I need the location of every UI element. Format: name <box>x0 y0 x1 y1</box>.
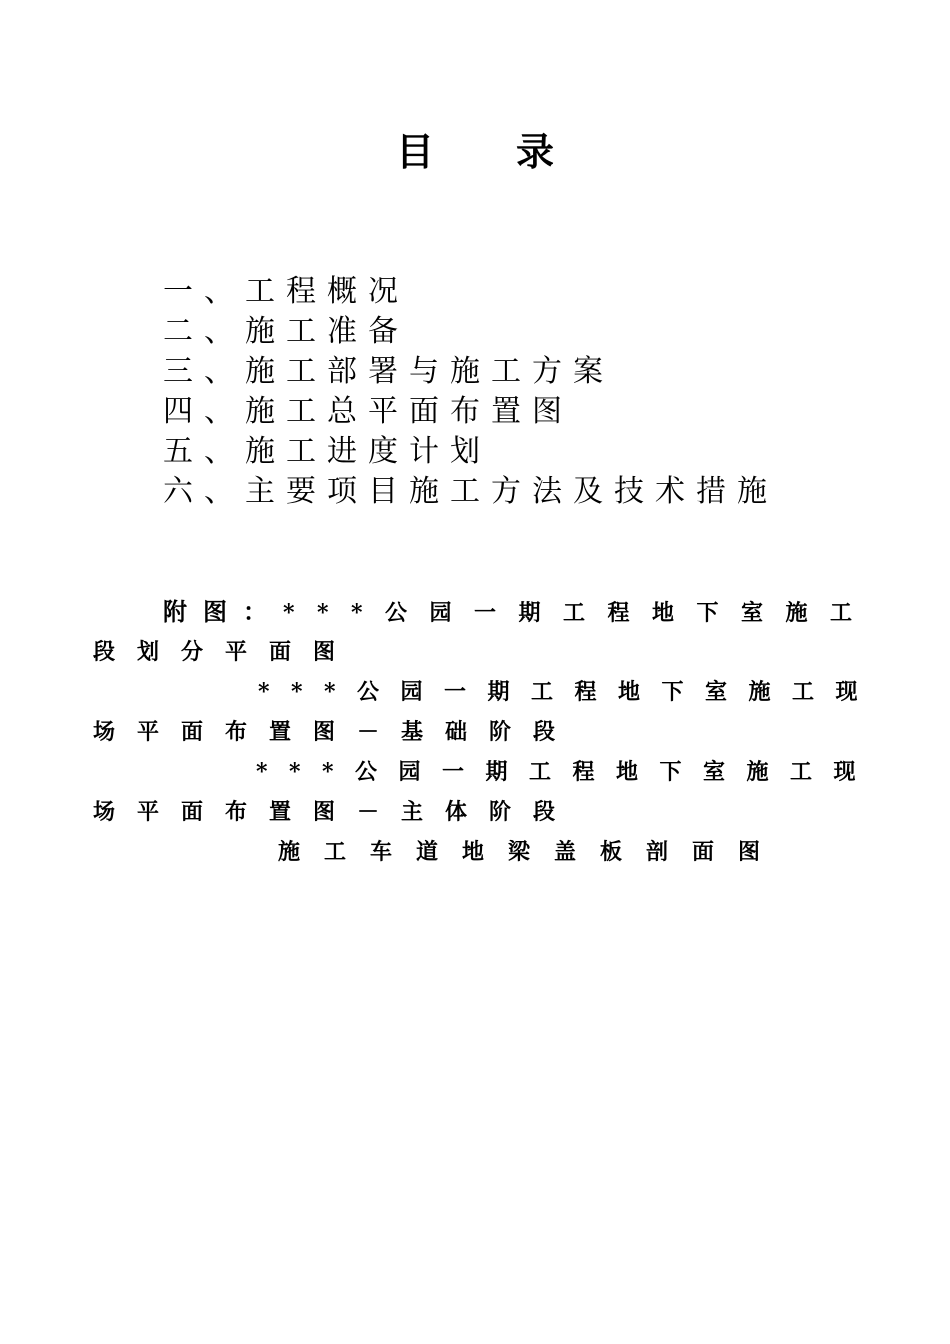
appendix-item-3-line-1: ***公园一期工程地下室施工现 <box>256 759 878 785</box>
appendix-item-3-line-2: 场平面布置图－主体阶段 <box>93 799 578 825</box>
toc-item-1: 一、工程概况 <box>163 274 409 309</box>
appendix-item-1-line-2: 段划分平面图 <box>93 639 358 665</box>
page-title-right: 录 <box>516 129 555 174</box>
toc-item-6: 六、主要项目施工方法及技术措施 <box>163 474 778 509</box>
toc-item-5: 五、施工进度计划 <box>163 434 491 469</box>
appendix-item-1-line-1 <box>163 592 875 632</box>
toc-item-4: 四、施工总平面布置图 <box>163 394 573 429</box>
page-title <box>0 128 950 176</box>
page-title-left: 目 <box>395 129 434 174</box>
appendix-item-1-part-1: ***公园一期工程地下室施工 <box>283 600 875 626</box>
appendix-item-2-line-1: ***公园一期工程地下室施工现 <box>258 679 880 705</box>
toc-item-2: 二、施工准备 <box>163 314 409 349</box>
table-of-contents <box>163 272 778 512</box>
appendix-item-4: 施工车道地梁盖板剖面图 <box>278 839 785 865</box>
toc-item-3: 三、施工部署与施工方案 <box>163 354 614 389</box>
appendix-item-2-line-2: 场平面布置图－基础阶段 <box>93 719 578 745</box>
appendix-label: 附图： <box>163 597 283 626</box>
